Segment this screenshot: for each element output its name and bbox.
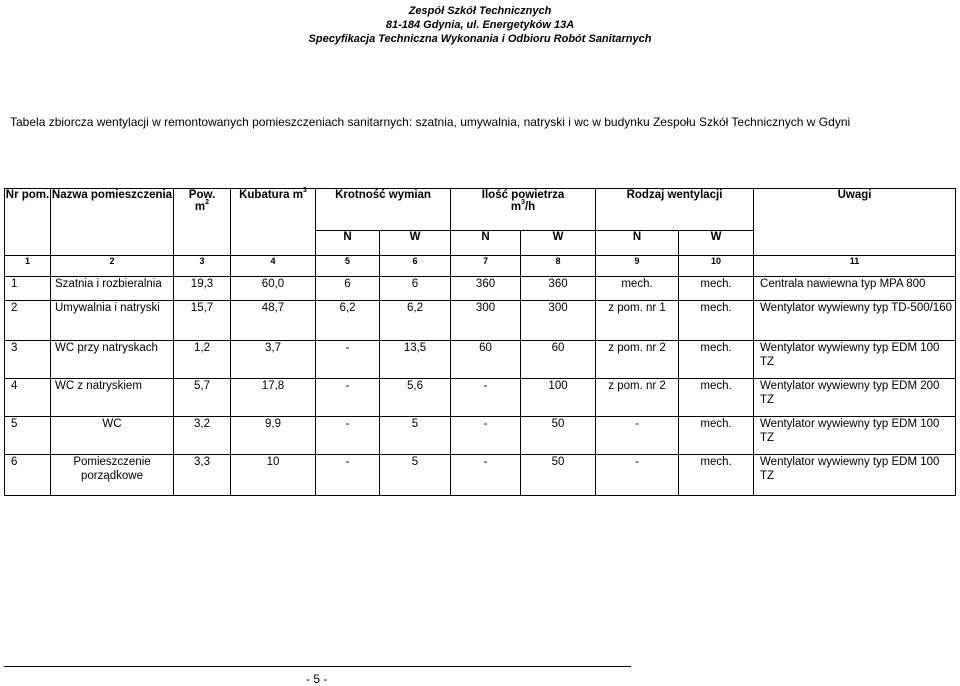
subheader-cell: N: [451, 231, 521, 256]
page-number: - 5 -: [306, 672, 328, 686]
column-number: 7: [451, 256, 521, 277]
table-row: [5, 301, 956, 341]
subheader-cell: N: [596, 231, 679, 256]
cell-ilosc-n: -: [451, 417, 521, 455]
header-ilosc-unit: m: [510, 201, 522, 213]
cell-rodzaj-n: z pom. nr 2: [596, 341, 679, 379]
header-pow: [174, 189, 231, 256]
cell-nazwa: Pomieszczenie porządkowe: [51, 455, 174, 496]
cell-krotnosc-w: 5: [380, 417, 451, 455]
cell-nr: 6: [5, 455, 51, 496]
cell-ilosc-w: 50: [521, 417, 596, 455]
cell-nr: 2: [5, 301, 51, 341]
cell-ilosc-w: 60: [521, 341, 596, 379]
column-number: 1: [5, 256, 51, 277]
cell-kubatura: 3,7: [231, 341, 316, 379]
cell-ilosc-n: -: [451, 379, 521, 417]
column-number: 11: [754, 256, 956, 277]
column-number: 5: [316, 256, 380, 277]
cell-nr: 1: [5, 277, 51, 301]
cell-krotnosc-w: 5,6: [380, 379, 451, 417]
cell-rodzaj-n: mech.: [596, 277, 679, 301]
column-number: 3: [174, 256, 231, 277]
header-krotnosc: Krotność wymian: [316, 189, 451, 231]
header-pow-unit: m: [194, 201, 206, 213]
cell-pow: 1,2: [174, 341, 231, 379]
column-number: 2: [51, 256, 174, 277]
cell-rodzaj-n: z pom. nr 2: [596, 379, 679, 417]
cell-rodzaj-n: -: [596, 417, 679, 455]
cell-pow: 3,3: [174, 455, 231, 496]
cell-kubatura: 9,9: [231, 417, 316, 455]
cell-ilosc-n: 360: [451, 277, 521, 301]
cell-pow: 19,3: [174, 277, 231, 301]
cell-rodzaj-w: mech.: [679, 277, 754, 301]
cell-kubatura: 60,0: [231, 277, 316, 301]
cell-krotnosc-w: 6,2: [380, 301, 451, 341]
header-school-name: Zespół Szkół Technicznych: [408, 5, 552, 17]
cell-krotnosc-w: 13,5: [380, 341, 451, 379]
table-row: [5, 417, 956, 455]
header-uwagi: Uwagi: [754, 189, 956, 256]
cell-ilosc-n: 300: [451, 301, 521, 341]
column-number: 4: [231, 256, 316, 277]
header-address: 81-184 Gdynia, ul. Energetyków 13A: [385, 19, 575, 31]
cell-rodzaj-w: mech.: [679, 379, 754, 417]
cell-rodzaj-w: mech.: [679, 417, 754, 455]
header-pow-sup: 2: [205, 199, 210, 206]
header-spec-title: Specyfikacja Techniczna Wykonania i Odbioru Robót Sanitarnych: [308, 33, 652, 45]
column-number: 8: [521, 256, 596, 277]
table-row: [5, 341, 956, 379]
header-ilosc-label: Ilość powietrza: [481, 189, 565, 201]
table-header-row: [5, 189, 956, 231]
cell-pow: 3,2: [174, 417, 231, 455]
cell-krotnosc-n: -: [316, 341, 380, 379]
subheader-cell: W: [380, 231, 451, 256]
header-nr: Nr pom.: [5, 189, 51, 256]
cell-nr: 5: [5, 417, 51, 455]
column-number-row: [5, 256, 956, 277]
cell-kubatura: 10: [231, 455, 316, 496]
cell-ilosc-w: 360: [521, 277, 596, 301]
cell-uwagi: Wentylator wywiewny typ EDM 100 TZ: [754, 417, 956, 455]
cell-nazwa: WC przy natryskach: [51, 341, 174, 379]
cell-nr: 3: [5, 341, 51, 379]
cell-krotnosc-w: 5: [380, 455, 451, 496]
cell-krotnosc-n: -: [316, 379, 380, 417]
header-kubatura-sup: 3: [303, 187, 307, 194]
cell-uwagi: Wentylator wywiewny typ EDM 100 TZ: [754, 455, 956, 496]
cell-ilosc-w: 100: [521, 379, 596, 417]
cell-kubatura: 48,7: [231, 301, 316, 341]
cell-uwagi: Centrala nawiewna typ MPA 800: [754, 277, 956, 301]
column-number: 6: [380, 256, 451, 277]
cell-krotnosc-w: 6: [380, 277, 451, 301]
ventilation-table: [4, 188, 956, 496]
cell-pow: 15,7: [174, 301, 231, 341]
cell-nazwa: WC z natryskiem: [51, 379, 174, 417]
header-ilosc-sup: 3: [521, 199, 525, 206]
header-nazwa: Nazwa pomieszczenia: [51, 189, 174, 256]
cell-ilosc-w: 300: [521, 301, 596, 341]
cell-nazwa: Umywalnia i natryski: [51, 301, 174, 341]
column-number: 9: [596, 256, 679, 277]
cell-nr: 4: [5, 379, 51, 417]
header-kubatura: [231, 189, 316, 256]
cell-kubatura: 17,8: [231, 379, 316, 417]
cell-rodzaj-n: z pom. nr 1: [596, 301, 679, 341]
cell-ilosc-n: -: [451, 455, 521, 496]
cell-uwagi: Wentylator wywiewny typ EDM 100 TZ: [754, 341, 956, 379]
cell-rodzaj-w: mech.: [679, 301, 754, 341]
header-kubatura-label: Kubatura m: [239, 189, 303, 201]
cell-nazwa: WC: [51, 417, 174, 455]
cell-ilosc-w: 50: [521, 455, 596, 496]
header-ilosc: [451, 189, 596, 231]
cell-ilosc-n: 60: [451, 341, 521, 379]
cell-krotnosc-n: 6: [316, 277, 380, 301]
cell-nazwa: Szatnia i rozbieralnia: [51, 277, 174, 301]
cell-krotnosc-n: 6,2: [316, 301, 380, 341]
column-number: 10: [679, 256, 754, 277]
table-row: [5, 379, 956, 417]
footer-divider: [4, 666, 631, 667]
header-ilosc-unit-tail: /h: [524, 201, 536, 213]
header-rodzaj: Rodzaj wentylacji: [596, 189, 754, 231]
subheader-cell: W: [521, 231, 596, 256]
cell-krotnosc-n: -: [316, 417, 380, 455]
table-row: [5, 455, 956, 496]
table-caption: Tabela zbiorcza wentylacji w remontowanych pomieszczeniach sanitarnych: szatnia, umywalnia, natryski i wc w budynku Zespołu Szkół Technicznych w Gdyni: [10, 115, 851, 129]
cell-rodzaj-w: mech.: [679, 455, 754, 496]
subheader-cell: N: [316, 231, 380, 256]
cell-pow: 5,7: [174, 379, 231, 417]
table-row: [5, 277, 956, 301]
cell-uwagi: Wentylator wywiewny typ TD-500/160: [754, 301, 956, 341]
cell-rodzaj-n: -: [596, 455, 679, 496]
cell-rodzaj-w: mech.: [679, 341, 754, 379]
cell-krotnosc-n: -: [316, 455, 380, 496]
subheader-cell: W: [679, 231, 754, 256]
cell-uwagi: Wentylator wywiewny typ EDM 200 TZ: [754, 379, 956, 417]
header-pow-label: Pow.: [188, 189, 216, 201]
